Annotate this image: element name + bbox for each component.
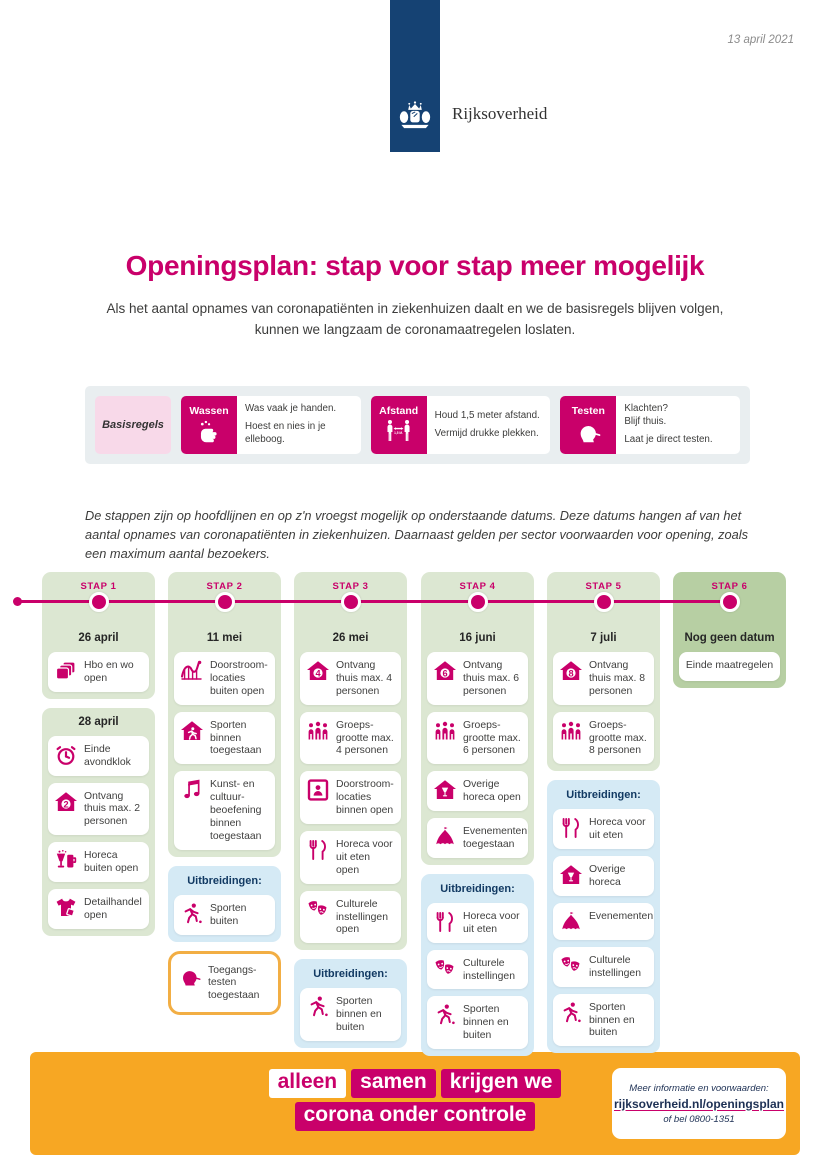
slogan-chunk: alleen	[269, 1069, 347, 1098]
measure-item	[427, 771, 528, 811]
measure-text: Ontvang thuis max. 4 personen	[336, 660, 393, 697]
measure-item	[48, 842, 149, 882]
distance-icon	[385, 418, 412, 445]
step-panel	[42, 708, 155, 936]
house-drink-icon	[433, 778, 457, 802]
house-6-icon	[433, 659, 457, 683]
painting-icon	[306, 778, 330, 802]
rule-text	[427, 396, 551, 454]
tshirt-icon	[54, 896, 78, 920]
measure-item	[174, 895, 275, 935]
rule-text	[616, 396, 740, 454]
measure-text: Doorstroom-locaties buiten open	[210, 660, 268, 697]
test-head-icon	[575, 418, 602, 445]
measure-item	[427, 996, 528, 1049]
toegangstesten-panel	[168, 951, 281, 1016]
music-icon	[180, 778, 204, 802]
info-phone: of bel 0800-1351	[663, 1113, 735, 1125]
basisregel-afstand	[371, 396, 551, 454]
steps-timeline	[0, 572, 830, 1042]
test-head-icon	[178, 964, 202, 988]
measure-text: Horeca voor uit eten	[589, 817, 646, 842]
wash-hands-icon	[196, 418, 223, 445]
step-date: 7 juli	[590, 632, 617, 644]
drinks-icon	[54, 849, 78, 873]
basisregels-strip	[85, 386, 750, 464]
books-icon	[54, 659, 78, 683]
uitbreidingen-panel	[168, 866, 281, 942]
cutlery-icon	[559, 816, 583, 840]
masks-icon	[433, 957, 457, 981]
svg-text:1,5 M.: 1,5 M.	[394, 431, 404, 436]
step-panel	[673, 572, 786, 688]
house-8-icon	[559, 659, 583, 683]
uitbreidingen-heading: Uitbreidingen:	[440, 882, 515, 895]
footer-banner	[30, 1052, 800, 1155]
svg-text:6: 6	[442, 668, 448, 679]
step-panel	[168, 572, 281, 857]
step-label: STAP 2	[206, 581, 243, 592]
info-box	[612, 1068, 786, 1139]
measure-item	[553, 652, 654, 705]
measure-text: Einde maatregelen	[685, 660, 774, 671]
uitbreidingen-heading: Uitbreidingen:	[313, 968, 388, 981]
measure-text: Einde avondklok	[84, 743, 131, 768]
measure-text: Overige horeca	[589, 864, 626, 889]
page-title: Openingsplan: stap voor stap meer mogelijk	[125, 250, 705, 281]
measure-text: Evenementen toegestaan	[463, 826, 528, 851]
masks-icon	[559, 954, 583, 978]
measure-item	[553, 994, 654, 1047]
measure-item	[553, 856, 654, 896]
cutlery-icon	[433, 910, 457, 934]
measure-item	[177, 961, 272, 1006]
slogan-chunk: samen	[351, 1069, 436, 1098]
rule-paragraph: Houd 1,5 meter afstand.	[434, 409, 540, 421]
step-label: STAP 3	[332, 581, 369, 592]
measure-item	[427, 903, 528, 943]
measure-item	[48, 736, 149, 776]
timeline-dot	[89, 592, 109, 612]
step-label: STAP 1	[80, 581, 117, 592]
cutlery-icon	[306, 838, 330, 862]
measure-item	[427, 950, 528, 990]
measure-item	[48, 652, 149, 692]
step-column-4	[421, 572, 534, 1056]
measure-text: Hbo en wo open	[84, 660, 134, 684]
step-date: Nog geen datum	[684, 632, 775, 644]
running-icon	[306, 995, 330, 1019]
measure-text: Ontvang thuis max. 2 personen	[84, 790, 141, 828]
measure-item	[48, 783, 149, 836]
house-4-icon	[306, 659, 330, 683]
measure-text: Evenementen	[589, 910, 654, 922]
measure-item	[679, 652, 780, 681]
measure-item	[300, 831, 401, 884]
measure-item	[300, 988, 401, 1041]
timeline-line	[17, 600, 730, 603]
measure-item	[427, 818, 528, 858]
measure-text: Culturele instellingen open	[336, 898, 388, 936]
measure-text: Culturele instellingen	[589, 954, 641, 979]
measure-item	[300, 891, 401, 944]
rijksoverheid-logo-text: Rijksoverheid	[452, 104, 548, 123]
uitbreidingen-panel	[547, 780, 660, 1053]
running-icon	[180, 902, 204, 926]
measure-item	[174, 652, 275, 705]
slogan-line-1	[269, 1069, 562, 1098]
info-label: Meer informatie en voorwaarden:	[629, 1082, 769, 1094]
basisregels-label: Basisregels	[95, 396, 171, 454]
measure-item	[48, 889, 149, 929]
running-icon	[559, 1001, 583, 1025]
measure-item	[553, 712, 654, 765]
measure-item	[553, 903, 654, 940]
group-icon	[433, 719, 457, 743]
basisregel-wassen	[181, 396, 361, 454]
timeline-dot	[341, 592, 361, 612]
uitbreidingen-heading: Uitbreidingen:	[187, 874, 262, 887]
measure-text: Detailhandel open	[84, 897, 142, 921]
measure-text: Sporten binnen en buiten	[589, 1001, 635, 1039]
step-label: STAP 5	[585, 581, 622, 592]
document-date: 13 april 2021	[727, 34, 794, 46]
step-column-2	[168, 572, 281, 1015]
step-column-5	[547, 572, 660, 1053]
measure-text: Culturele instellingen	[463, 957, 515, 982]
step-date: 26 mei	[332, 632, 369, 644]
measure-text: Ontvang thuis max. 8 personen	[589, 660, 646, 697]
step-date: 26 april	[78, 632, 119, 644]
measure-item	[553, 809, 654, 849]
rule-paragraph: Klachten? Blijf thuis.	[624, 403, 668, 428]
house-sport-icon	[180, 719, 204, 743]
rollercoaster-icon	[180, 659, 204, 683]
svg-text:8: 8	[568, 668, 574, 679]
slogan-chunk: krijgen we	[441, 1069, 562, 1098]
rule-paragraph: Hoest en nies in je elleboog.	[245, 421, 326, 445]
measure-text: Sporten binnen toegestaan	[210, 719, 262, 757]
uitbreidingen-panel	[421, 874, 534, 1056]
rule-tag-label: Testen	[571, 405, 605, 417]
measure-text: Toegangs-testen toegestaan	[208, 964, 260, 1002]
info-url-link[interactable]: rijksoverheid.nl/openingsplan	[613, 1096, 785, 1111]
rule-paragraph: Vermijd drukke plekken.	[434, 427, 539, 439]
running-icon	[433, 1003, 457, 1027]
masks-icon	[306, 898, 330, 922]
measure-item	[300, 652, 401, 705]
house-drink-icon	[559, 863, 583, 887]
measure-text: Horeca voor uit eten open	[336, 839, 393, 876]
measure-item	[300, 712, 401, 765]
step-label: STAP 4	[459, 581, 496, 592]
timeline-dot	[215, 592, 235, 612]
step-date: 28 april	[78, 715, 119, 728]
step-column-3	[294, 572, 407, 1048]
measure-text: Horeca buiten open	[84, 850, 139, 875]
measure-text: Groeps-grootte max. 8 personen	[589, 719, 647, 757]
group-icon	[306, 719, 330, 743]
rule-tile-wassen	[181, 396, 237, 454]
uitbreidingen-panel	[294, 959, 407, 1048]
measure-item	[174, 712, 275, 765]
step-column-1	[42, 572, 155, 936]
slogan-chunk: corona onder controle	[295, 1102, 536, 1131]
timeline-dot	[594, 592, 614, 612]
slogan-line-2	[295, 1102, 536, 1131]
clock-icon	[54, 743, 78, 767]
step-panel	[294, 572, 407, 950]
measure-text: Groeps-grootte max. 6 personen	[463, 719, 521, 757]
measure-text: Horeca voor uit eten	[463, 910, 520, 935]
measure-text: Sporten binnen en buiten	[336, 996, 382, 1034]
page-subtitle: Als het aantal opnames van coronapatiënten in ziekenhuizen daalt en we de basisregels blijven volgen, kunnen we langzaam de coronamaatregelen loslaten.	[106, 301, 724, 337]
measure-item	[553, 947, 654, 987]
uitbreidingen-heading: Uitbreidingen:	[566, 789, 641, 802]
step-label: STAP 6	[711, 581, 748, 592]
timeline-dot	[720, 592, 740, 612]
rule-tile-testen	[560, 396, 616, 454]
group-icon	[559, 719, 583, 743]
step-date: 11 mei	[206, 632, 243, 644]
measure-text: Groeps-grootte max. 4 personen	[336, 719, 394, 757]
tent-icon	[559, 910, 583, 934]
rule-tile-afstand	[371, 396, 427, 454]
rule-paragraph: Laat je direct testen.	[624, 433, 713, 445]
basisregel-testen	[560, 396, 740, 454]
measure-text: Ontvang thuis max. 6 personen	[463, 660, 520, 697]
timeline-dot	[468, 592, 488, 612]
rule-tag-label: Wassen	[189, 405, 229, 417]
measure-item	[174, 771, 275, 849]
step-panel	[421, 572, 534, 865]
svg-text:2: 2	[63, 798, 69, 809]
rijksoverheid-ribbon	[390, 0, 440, 152]
measure-text: Sporten buiten	[210, 902, 247, 927]
measure-text: Kunst- en cultuur-beoefening binnen toegestaan	[210, 779, 262, 842]
rule-text	[237, 396, 361, 454]
measure-text: Doorstroom-locaties binnen open	[336, 779, 394, 817]
tent-icon	[433, 825, 457, 849]
step-date: 16 juni	[459, 632, 496, 644]
measure-text: Sporten binnen en buiten	[463, 1004, 509, 1042]
measure-item	[427, 652, 528, 705]
measure-item	[300, 771, 401, 824]
step-column-6	[673, 572, 786, 688]
rijksoverheid-crest-icon	[397, 100, 433, 146]
svg-text:4: 4	[315, 668, 321, 679]
house-2-icon	[54, 790, 78, 814]
measure-text: Overige horeca open	[463, 779, 521, 804]
rule-paragraph: Was vaak je handen.	[245, 403, 337, 415]
intro-paragraph: De stappen zijn op hoofdlijnen en op z'n vroegst mogelijk op onderstaande datums. Deze datums hangen af van het aantal opnames van coronapatiënten in ziekenhuizen. Daarnaast gelden per sector voorwaarden voor opening, zoals een maximum aantal bezoekers.	[85, 508, 749, 562]
rule-tag-label: Afstand	[379, 405, 419, 417]
measure-item	[427, 712, 528, 765]
